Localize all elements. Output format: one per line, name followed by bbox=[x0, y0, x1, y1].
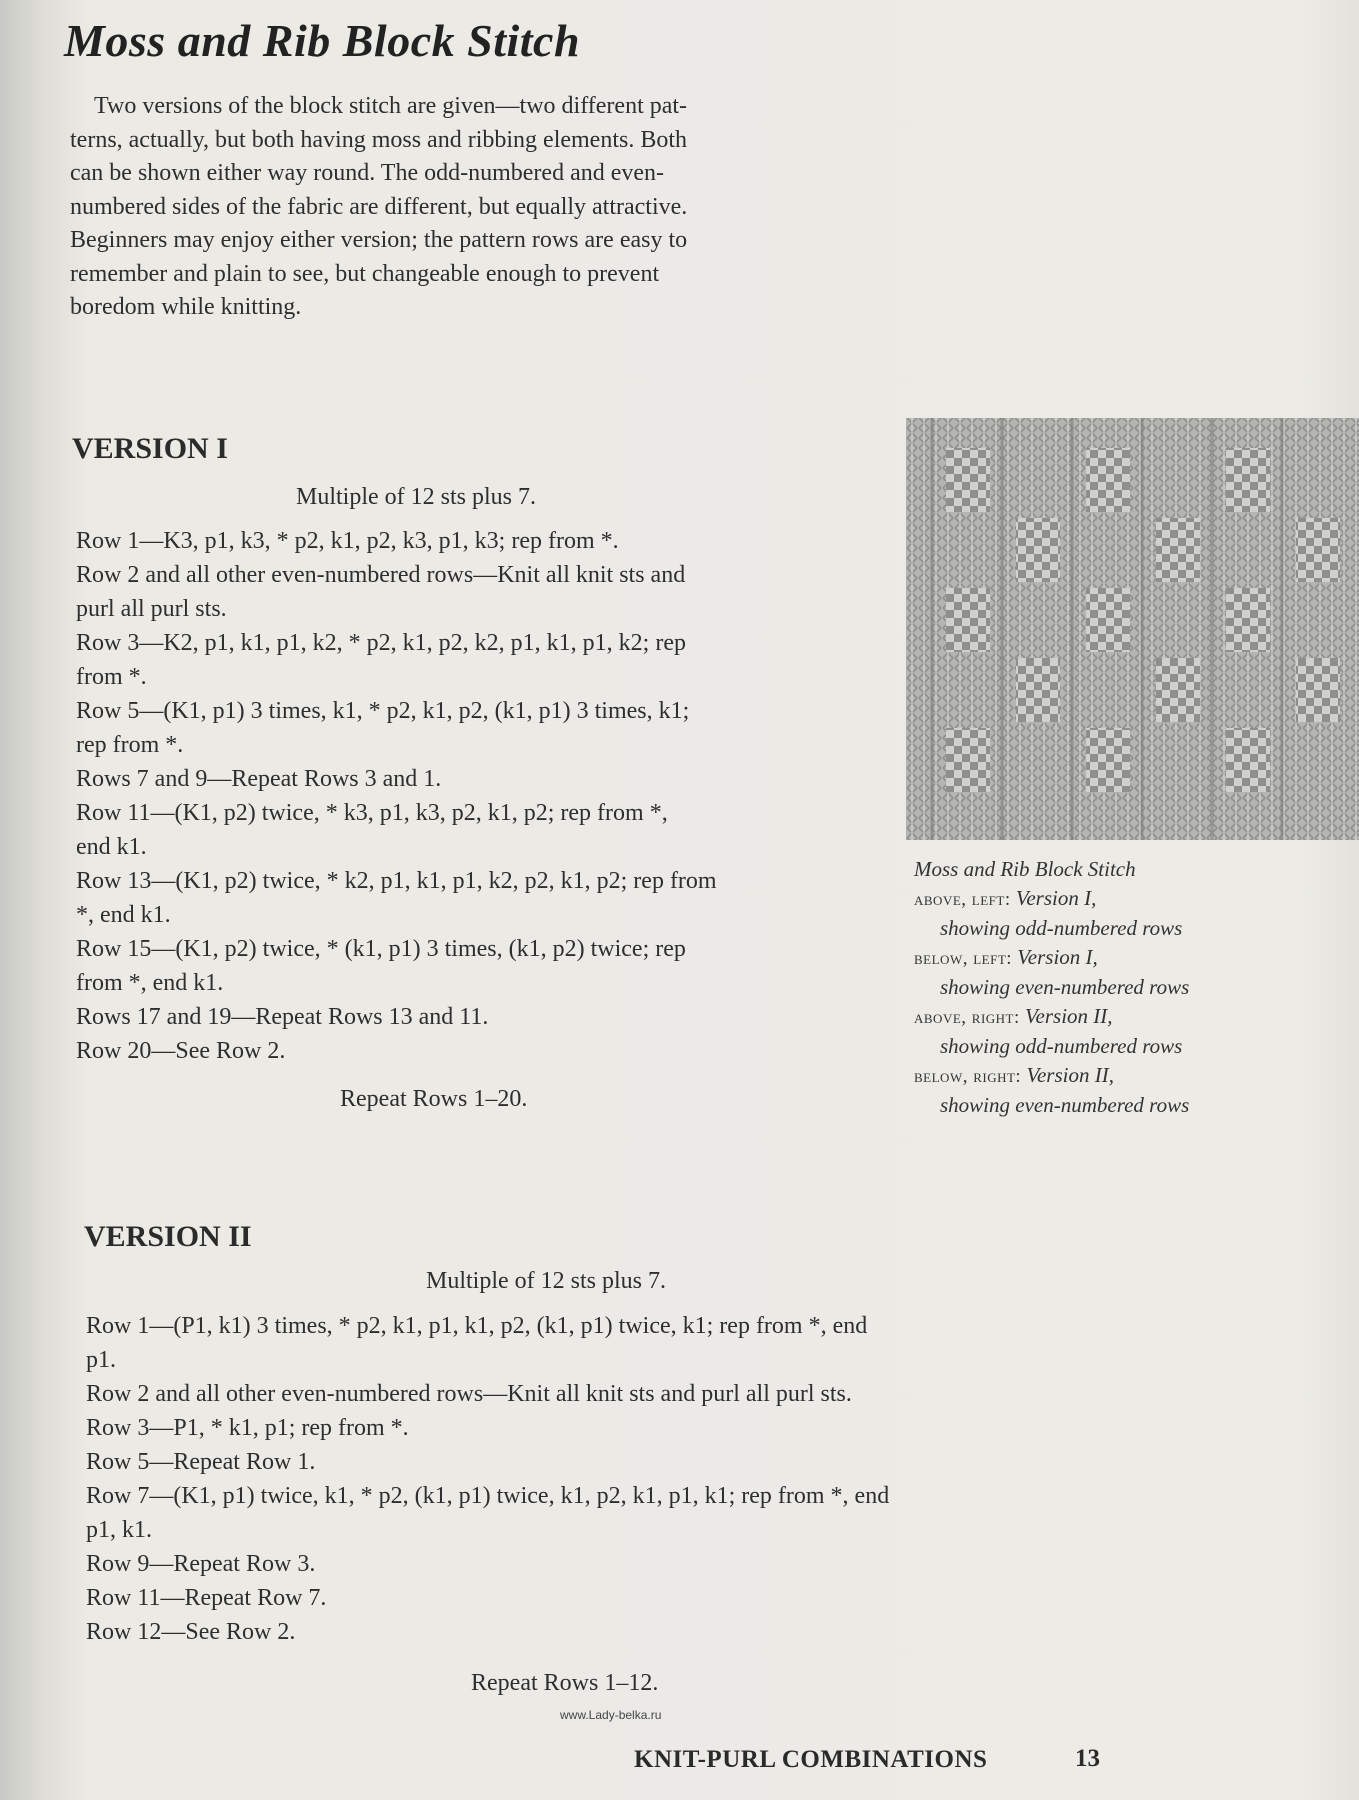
instruction-line: Rows 7 and 9—Repeat Rows 3 and 1. bbox=[76, 766, 442, 792]
instruction-line: Row 1—(P1, k1) 3 times, * p2, k1, p1, k1, p2, (k1, p1) twice, k1; rep from *, end bbox=[86, 1313, 868, 1339]
version-1-multiple: Multiple of 12 sts plus 7. bbox=[296, 484, 537, 510]
instruction-line: rep from *. bbox=[76, 732, 184, 758]
instruction-line: from *. bbox=[76, 664, 147, 690]
instruction-line: Row 11—(K1, p2) twice, * k3, p1, k3, p2, k1, p2; rep from *, bbox=[76, 800, 668, 826]
intro-line: boredom while knitting. bbox=[70, 294, 302, 320]
instruction-line: Row 15—(K1, p2) twice, * (k1, p1) 3 times, (k1, p2) twice; rep bbox=[76, 936, 686, 962]
version-1-repeat: Repeat Rows 1–20. bbox=[340, 1086, 528, 1112]
caption-desc: showing odd-numbered rows bbox=[940, 916, 1183, 940]
instruction-row bbox=[86, 1581, 889, 1615]
running-footer: KNIT-PURL COMBINATIONS bbox=[634, 1746, 988, 1773]
version-1-heading: VERSION I bbox=[72, 432, 228, 465]
instruction-row bbox=[86, 1615, 889, 1649]
intro-line: Two versions of the block stitch are given—two different pat- bbox=[94, 93, 688, 119]
instruction-line: Row 7—(K1, p1) twice, k1, * p2, (k1, p1) twice, k1, p2, k1, p1, k1; rep from *, end bbox=[86, 1483, 890, 1509]
caption-desc: Version II, bbox=[1026, 1062, 1114, 1087]
caption-desc: showing even-numbered rows bbox=[940, 975, 1190, 999]
instruction-line: Row 13—(K1, p2) twice, * k2, p1, k1, p1, k2, p2, k1, p2; rep from bbox=[76, 868, 717, 894]
instruction-row bbox=[76, 626, 717, 694]
instruction-row bbox=[86, 1411, 889, 1445]
instruction-line: p1. bbox=[86, 1347, 116, 1373]
instruction-row bbox=[76, 694, 717, 762]
instruction-line: Row 5—Repeat Row 1. bbox=[86, 1449, 316, 1475]
instruction-row bbox=[86, 1309, 889, 1377]
instruction-row bbox=[76, 932, 717, 1000]
stitch-photo bbox=[906, 418, 1359, 840]
instruction-row bbox=[76, 558, 717, 626]
instruction-line: Row 1—K3, p1, k3, * p2, k1, p2, k3, p1, k3; rep from *. bbox=[76, 528, 619, 554]
caption-label: below, left: bbox=[914, 947, 1013, 969]
page-number: 13 bbox=[1075, 1745, 1100, 1772]
version-1-instructions bbox=[76, 524, 717, 1068]
instruction-line: purl all purl sts. bbox=[76, 596, 227, 622]
instruction-line: Row 3—K2, p1, k1, p1, k2, * p2, k1, p2, k2, p1, k1, p1, k2; rep bbox=[76, 630, 686, 656]
instruction-line: Row 5—(K1, p1) 3 times, k1, * p2, k1, p2, (k1, p1) 3 times, k1; bbox=[76, 698, 690, 724]
instruction-line: *, end k1. bbox=[76, 902, 171, 928]
instruction-line: Row 12—See Row 2. bbox=[86, 1619, 296, 1645]
instruction-line: p1, k1. bbox=[86, 1517, 152, 1543]
caption-entry bbox=[914, 943, 1354, 1002]
watermark-url: www.Lady-belka.ru bbox=[560, 1708, 662, 1722]
intro-paragraph bbox=[70, 90, 830, 325]
intro-line: terns, actually, but both having moss and ribbing elements. Both bbox=[70, 126, 688, 153]
instruction-line: from *, end k1. bbox=[76, 970, 224, 996]
version-2-repeat: Repeat Rows 1–12. bbox=[471, 1670, 659, 1696]
caption-label: above, right: bbox=[914, 1006, 1020, 1028]
instruction-row bbox=[76, 1034, 717, 1068]
instruction-row bbox=[86, 1445, 889, 1479]
instruction-line: Row 3—P1, * k1, p1; rep from *. bbox=[86, 1415, 409, 1441]
instruction-line: Row 9—Repeat Row 3. bbox=[86, 1551, 316, 1577]
photo-caption bbox=[914, 855, 1354, 1120]
instruction-line: Row 20—See Row 2. bbox=[76, 1038, 286, 1064]
instruction-line: Row 2 and all other even-numbered rows—Knit all knit sts and bbox=[76, 562, 686, 588]
version-2-multiple: Multiple of 12 sts plus 7. bbox=[426, 1268, 667, 1294]
intro-line: numbered sides of the fabric are different, but equally attractive. bbox=[70, 193, 688, 220]
caption-label: above, left: bbox=[914, 888, 1011, 910]
instruction-line: Rows 17 and 19—Repeat Rows 13 and 11. bbox=[76, 1004, 489, 1030]
instruction-row bbox=[86, 1479, 889, 1547]
intro-line: can be shown either way round. The odd-numbered and even- bbox=[70, 160, 665, 186]
intro-line: Beginners may enjoy either version; the pattern rows are easy to bbox=[70, 227, 688, 253]
page-title: Moss and Rib Block Stitch bbox=[64, 15, 581, 66]
instruction-row bbox=[76, 1000, 717, 1034]
instruction-row bbox=[86, 1547, 889, 1581]
instruction-line: Row 2 and all other even-numbered rows—Knit all knit sts and purl all purl sts. bbox=[86, 1381, 852, 1407]
caption-title: Moss and Rib Block Stitch bbox=[914, 857, 1136, 881]
instruction-line: Row 11—Repeat Row 7. bbox=[86, 1585, 327, 1611]
instruction-line: end k1. bbox=[76, 834, 147, 860]
caption-label: below, right: bbox=[914, 1065, 1022, 1087]
intro-line: remember and plain to see, but changeable enough to prevent bbox=[70, 260, 660, 287]
caption-entry bbox=[914, 884, 1354, 943]
caption-entry bbox=[914, 1002, 1354, 1061]
instruction-row bbox=[76, 524, 717, 558]
caption-entry bbox=[914, 1061, 1354, 1120]
instruction-row bbox=[76, 762, 717, 796]
caption-desc: showing odd-numbered rows bbox=[940, 1034, 1183, 1058]
caption-desc: Version II, bbox=[1025, 1003, 1113, 1028]
caption-desc: showing even-numbered rows bbox=[940, 1093, 1190, 1117]
instruction-row bbox=[76, 796, 717, 864]
caption-desc: Version I, bbox=[1015, 885, 1097, 910]
version-2-heading: VERSION II bbox=[84, 1220, 252, 1253]
instruction-row bbox=[86, 1377, 889, 1411]
version-2-instructions bbox=[86, 1309, 889, 1649]
instruction-row bbox=[76, 864, 717, 932]
caption-desc: Version I, bbox=[1017, 944, 1098, 969]
